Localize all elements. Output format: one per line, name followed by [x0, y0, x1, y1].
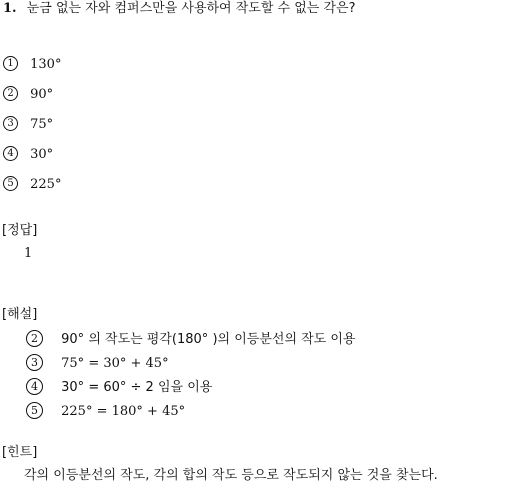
answer-value: 1: [24, 246, 33, 261]
option-4[interactable]: [3, 147, 53, 163]
option-value: 130°: [30, 57, 62, 72]
explanation-item: [26, 379, 212, 396]
explanation-item: [26, 355, 169, 372]
option-value: 30°: [30, 147, 54, 162]
option-marker: 2: [3, 86, 18, 101]
option-5[interactable]: [3, 177, 61, 193]
explanation-marker: 4: [26, 378, 43, 395]
option-2[interactable]: [3, 87, 53, 103]
question: [3, 1, 356, 17]
option-value: 225°: [30, 177, 62, 192]
explanation-title: [해설]: [2, 307, 38, 322]
explanation-marker: 5: [26, 402, 43, 419]
option-3[interactable]: [3, 117, 53, 133]
explanation-text: 30° = 60° ÷ 2 임을 이용: [61, 380, 213, 395]
answer-title: [정답]: [2, 223, 38, 238]
hint-title: [힌트]: [2, 445, 38, 460]
option-1[interactable]: [3, 57, 61, 73]
explanation-marker: 3: [26, 354, 43, 371]
option-marker: 5: [3, 176, 18, 191]
explanation-text: 225° = 180° + 45°: [61, 404, 186, 419]
option-marker: 4: [3, 146, 18, 161]
question-number: 1.: [3, 1, 17, 16]
option-value: 75°: [30, 117, 54, 132]
explanation-text: 75° = 30° + 45°: [61, 356, 169, 371]
option-marker: 3: [3, 116, 18, 131]
explanation-marker: 2: [26, 330, 43, 347]
question-text: 눈금 없는 자와 컴퍼스만을 사용하여 작도할 수 없는 각은?: [26, 1, 356, 16]
explanation-text: 90° 의 작도는 평각(180° )의 이등분선의 작도 이용: [61, 332, 356, 347]
explanation-item: [26, 331, 356, 348]
hint-text: 각의 이등분선의 작도, 각의 합의 작도 등으로 작도되지 않는 것을 찾는다.: [24, 468, 438, 483]
explanation-item: [26, 403, 185, 420]
option-marker: 1: [3, 56, 18, 71]
option-value: 90°: [30, 87, 54, 102]
